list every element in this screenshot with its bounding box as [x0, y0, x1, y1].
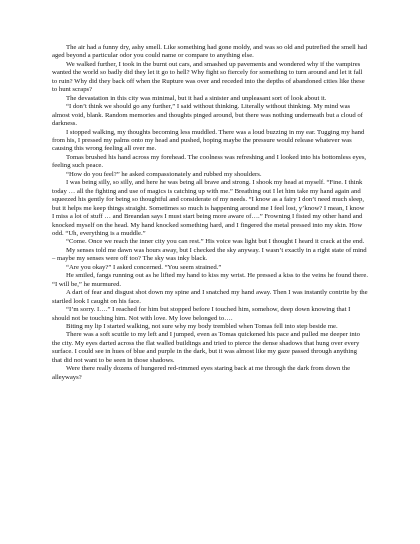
paragraph: Were there really dozens of hungered red-rimmed eyes staring back at me through the dark from down the alleyways?	[52, 365, 351, 381]
paragraph: “How do you feel?” he asked compassionately and rubbed my shoulders.	[66, 170, 262, 178]
paragraph: The devastation in this city was minimal, but it had a sinister and unpleasant sort of look about it.	[66, 94, 327, 102]
paragraph: A dart of fear and disgust shot down my spine and I snatched my hand away. Then I was instantly contrite by the startled look I caught on his face.	[52, 289, 368, 305]
paragraph: We walked further, I took in the burnt out cars, and smashed up pavements and wondered why if the vampires wanted the world so badly did they let it go to hell? Why fight so fiercely for something to turn around and let it fall to ruin? Why did they back off when the Rupture was over and receded into the depths of abandoned cities like these to hunt scraps?	[52, 60, 365, 94]
paragraph: Tomas brushed his hand across my forehead. The coolness was refreshing and I looked into his bottomless eyes, feeling such peace.	[52, 153, 367, 170]
paragraph: Biting my lip I started walking, not sure why my body trembled when Tomas fell into step beside me.	[66, 322, 338, 330]
paragraph: “I don’t think we should go any further,” I said without thinking. Literally without thinking. My mind was almost void, blank. Random memories and thoughts pinged around, but there was nothing underneath but a cloud of darkness.	[52, 103, 363, 128]
paragraph: “I’m sorry. I….” I reached for him but stopped before I touched him, somehow, deep down knowing that I should not be touching him. Not with love. My love belonged to….	[52, 306, 351, 322]
paragraph: I was being silly, so silly, and here he was being all brave and strong. I shook my head at myself. “Fine. I think today … all the fighting and use of magics is catching up with me.” Breathing out I let him take my hand again and squeezed his gently for being so thoughtful and considerate of my needs. “I know as a fairy I don’t need much sleep, but it helps me keep things straight. Sometimes so much is happening around me I feel lost, y’know? I mean, I know I miss a lot of stuff … and Breandan says I must start being more aware of….” Frowning I fisted my other hand and knocked myself on the head. My hand knocked something hard, and I fingered the metal pressed into my skin. How odd. “Uh, everything is a muddle.”	[52, 179, 365, 237]
paragraph: “Are you okay?” I asked concerned. “You seem strained.”	[66, 263, 222, 271]
paragraph: The air had a funny dry, ashy smell. Like something had gone moldy, and was so old and putrefied the smell had aged beyond a particular odor you could name or compare to anything else.	[52, 44, 368, 60]
paragraph: I stopped walking, my thoughts becoming less muddled. There was a loud buzzing in my ear. Tugging my hand from his, I pressed my palms onto my head and pushed, hoping maybe the pressure would release whatever was causing this wrong feeling all over me.	[52, 128, 365, 153]
paragraph: “Come. Once we reach the inner city you can rest.” His voice was light but I thought I heard it crack at the end.	[66, 238, 365, 246]
paragraph: There was a soft scuttle to my left and I jumped, even as Tomas quickened his pace and pulled me deeper into the city. My eyes darted across the flat walled buildings and tried to pierce the dense shadows that hung over every surface. I could see in hues of blue and purple in the dark, but it was almost like my gaze passed through anything that did not want to be seen in those shadows.	[52, 331, 360, 364]
paragraph: My senses told me dawn was hours away, but I checked the sky anyway. I wasn’t exactly in a right state of mind – maybe my senses were off too? The sky was inky black.	[52, 246, 367, 263]
paragraph: He smiled, fangs running out as he lifted my hand to kiss my wrist. He pressed a kiss to the veins he found there. “I will be,” he murmured.	[52, 272, 368, 288]
